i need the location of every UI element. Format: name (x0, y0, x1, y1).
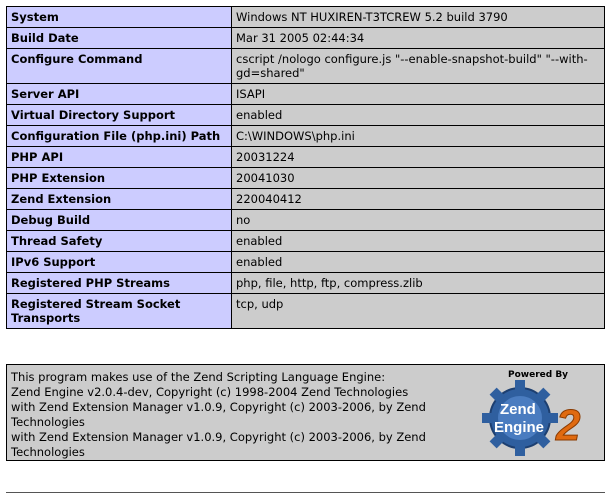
row-key: Zend Extension (7, 189, 232, 210)
row-key: Build Date (7, 28, 232, 49)
table-row (7, 105, 605, 126)
table-row (7, 84, 605, 105)
row-key: Configuration File (php.ini) Path (7, 126, 232, 147)
zend-gear-icon (480, 370, 598, 456)
row-key: Configure Command (7, 49, 232, 84)
row-key: Debug Build (7, 210, 232, 231)
row-value: cscript /nologo configure.js "--enable-snapshot-build" "--with-gd=shared" (232, 49, 605, 84)
zend-credits-text: This program makes use of the Zend Scripting Language Engine: Zend Engine v2.0.4-dev, Copyright (c) 1998-2004 Zend Technologies with Zend Extension Manager v1.0.9, Copyright (c) 2003-2006, by Zend Technologies with Zend Extension Manager v1.0.9, Copyright (c) 2003-2006, by Zend Technologies (11, 370, 426, 459)
zend-credits-box (6, 364, 605, 461)
row-value: no (232, 210, 605, 231)
logo-zend-text: Zend (500, 401, 536, 418)
row-key: Registered Stream Socket Transports (7, 294, 232, 329)
row-value: Windows NT HUXIREN-T3TCREW 5.2 build 3790 (232, 7, 605, 28)
row-value: 20041030 (232, 168, 605, 189)
row-value: C:\WINDOWS\php.ini (232, 126, 605, 147)
zend-engine-logo[interactable] (480, 370, 598, 456)
row-value: tcp, udp (232, 294, 605, 329)
row-value: 220040412 (232, 189, 605, 210)
row-key: PHP API (7, 147, 232, 168)
table-row (7, 210, 605, 231)
table-row (7, 273, 605, 294)
row-key: System (7, 7, 232, 28)
info-table-body (7, 7, 605, 329)
row-value: enabled (232, 231, 605, 252)
row-key: Server API (7, 84, 232, 105)
table-row (7, 252, 605, 273)
row-key: Virtual Directory Support (7, 105, 232, 126)
row-value: Mar 31 2005 02:44:34 (232, 28, 605, 49)
row-value: php, file, http, ftp, compress.zlib (232, 273, 605, 294)
table-row (7, 7, 605, 28)
row-value: enabled (232, 252, 605, 273)
table-row (7, 147, 605, 168)
logo-engine-text: Engine (494, 419, 545, 436)
powered-by-label: Powered By (508, 370, 569, 380)
row-value: 20031224 (232, 147, 605, 168)
row-key: IPv6 Support (7, 252, 232, 273)
row-key: Thread Safety (7, 231, 232, 252)
table-row (7, 231, 605, 252)
table-row (7, 189, 605, 210)
table-row (7, 28, 605, 49)
table-row (7, 168, 605, 189)
table-row (7, 49, 605, 84)
row-value: ISAPI (232, 84, 605, 105)
horizontal-rule (6, 492, 605, 493)
row-key: PHP Extension (7, 168, 232, 189)
logo-number-text: 2 (556, 401, 581, 450)
row-value: enabled (232, 105, 605, 126)
row-key: Registered PHP Streams (7, 273, 232, 294)
table-row (7, 294, 605, 329)
table-row (7, 126, 605, 147)
php-info-table (6, 6, 605, 329)
